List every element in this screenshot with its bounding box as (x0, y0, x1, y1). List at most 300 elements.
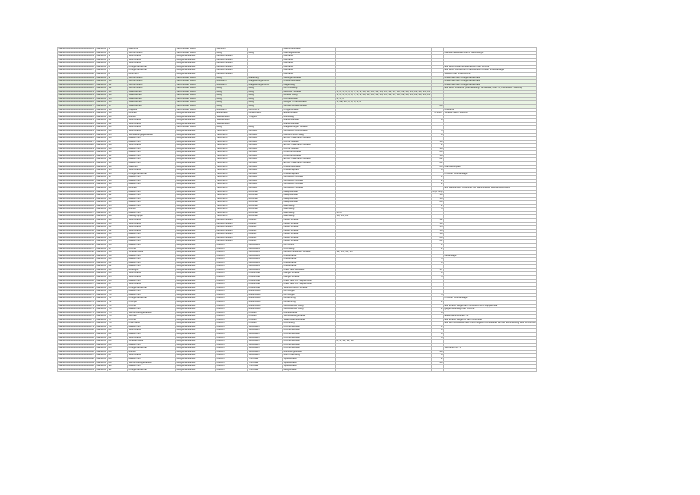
table-cell[interactable]: Burgenlandkreis (176, 297, 216, 301)
table-cell[interactable]: Hohenmölsen (216, 72, 248, 76)
table-cell[interactable]: DE4691 (96, 125, 106, 129)
table-cell[interactable]: 0.3667 (431, 112, 443, 116)
table-cell[interactable]: 25 b (336, 211, 432, 215)
table-cell[interactable]: Kriegerdenkmal (128, 69, 176, 73)
table-cell[interactable]: Muschwitz (248, 304, 283, 308)
table-cell[interactable]: Runthal (248, 201, 283, 205)
table-cell[interactable]: DE4691000000000000000035 (58, 168, 94, 172)
table-cell[interactable]: Gröben (248, 147, 283, 151)
table-cell[interactable]: Lützen (216, 268, 248, 272)
table-cell[interactable]: Fachwerkplan (444, 165, 537, 169)
table-cell[interactable]: DE4691 (96, 154, 106, 157)
table-cell[interactable]: DE4691000000000000000041 (58, 190, 94, 193)
table-cell[interactable]: 14 (431, 194, 443, 198)
table-cell[interactable]: Bauernhof (128, 147, 176, 151)
table-row[interactable] (58, 51, 537, 55)
table-cell[interactable]: 20 (108, 115, 128, 119)
table-cell[interactable]: 32 (108, 158, 128, 162)
table-cell[interactable]: Göthewitz (248, 258, 283, 262)
table-cell[interactable]: Wohnhaus (128, 226, 176, 230)
table-cell[interactable]: Burgenlandkreis (176, 226, 216, 230)
table-cell[interactable]: Bauernhof (128, 194, 176, 198)
table-cell[interactable]: Söhesten (248, 340, 283, 344)
table-cell[interactable]: Schulhof Nr. 1 (444, 347, 537, 351)
table-cell[interactable]: Burgenlandkreis (176, 122, 216, 126)
table-cell[interactable]: 82 (108, 336, 128, 340)
table-cell[interactable]: Burgenlandkreis (176, 112, 216, 116)
table-cell[interactable]: Marienstraße (283, 122, 336, 126)
table-cell[interactable]: auf dem Friedhof (Gemarkung: Schartau, Flur: 2, Flurstück: 102/28) (444, 87, 537, 91)
table-cell[interactable]: Mühlbergstraße (283, 350, 336, 354)
table-cell[interactable]: Gröben (248, 133, 283, 137)
table-cell[interactable]: DE4691 (96, 264, 106, 268)
table-cell[interactable]: Burgenlandkreis (176, 365, 216, 369)
table-cell[interactable]: Lützen (216, 311, 248, 315)
table-cell[interactable]: DE4691 (96, 225, 106, 229)
table-cell[interactable]: 6 (431, 336, 443, 340)
table-cell[interactable]: DE4691 (96, 275, 106, 278)
table-cell[interactable]: 40 (431, 350, 443, 354)
table-cell[interactable]: 11 (108, 83, 128, 87)
table-cell[interactable]: Neue Straße (283, 233, 336, 237)
table-cell[interactable]: 86 (108, 350, 128, 354)
table-cell[interactable]: Lützen (216, 276, 248, 280)
table-cell[interactable]: Hohenmölsen (216, 55, 248, 59)
table-cell[interactable]: Gröben (248, 186, 283, 190)
table-cell[interactable]: Bauernhof (128, 154, 176, 158)
table-cell[interactable]: 14 (108, 94, 128, 98)
table-cell[interactable]: Burgenlandkreis (176, 129, 216, 133)
table-cell[interactable]: Kreischau (248, 276, 283, 280)
table-cell[interactable]: DE4691000000000000000023 (58, 125, 94, 129)
table-cell[interactable]: Söhesten (248, 336, 283, 340)
table-cell[interactable]: DE4691000000000000000010 (58, 79, 94, 83)
table-cell[interactable]: Neue Straße (283, 222, 336, 226)
table-cell[interactable]: Keutitz (248, 222, 283, 226)
table-cell[interactable]: DE4691000000000000000008 (58, 72, 94, 75)
table-cell[interactable]: unterhalb der Kriegerdenkmals (444, 83, 537, 87)
table-cell[interactable]: 46 (108, 208, 128, 212)
table-cell[interactable]: DE4691 (96, 175, 106, 179)
table-cell[interactable]: Burgenlandkreis (176, 265, 216, 269)
table-cell[interactable]: Wohnhaus (128, 122, 176, 126)
table-cell[interactable]: Burgenlandkreis (176, 286, 216, 290)
table-cell[interactable]: Hohenmölsen (216, 233, 248, 237)
table-cell[interactable]: Burgenlandkreis (176, 204, 216, 208)
table-cell[interactable]: Runthal (248, 211, 283, 215)
table-cell[interactable]: Lange Straße (283, 276, 336, 280)
table-cell[interactable]: 10 (431, 140, 443, 144)
table-cell[interactable]: DE4691 (96, 147, 106, 150)
table-cell[interactable]: Wohnhaus (128, 219, 176, 223)
table-cell[interactable]: DE4691000000000000000054 (58, 236, 94, 239)
table-cell[interactable]: Burgenlandkreis (176, 276, 216, 280)
table-cell[interactable]: Schornstein (128, 83, 176, 87)
table-cell[interactable]: Bauernhof (128, 265, 176, 269)
table-cell[interactable]: Burgenlandkreis (176, 300, 216, 304)
table-cell[interactable]: DE4691000000000000000056 (58, 243, 94, 246)
table-cell[interactable]: Wirtschaftsgebäude (128, 361, 176, 365)
table-cell[interactable]: Burgenlandkreis (176, 368, 216, 372)
table-cell[interactable]: Lützen (216, 286, 248, 290)
table-cell[interactable]: Bauernhof (128, 197, 176, 201)
table-cell[interactable]: DE4691 (96, 364, 106, 368)
table-cell[interactable]: DE4691 (96, 161, 106, 164)
table-cell[interactable]: DE4691000000000000000017 (58, 104, 94, 107)
table-row[interactable] (58, 304, 537, 308)
table-cell[interactable]: Burgenlandkreis (176, 340, 216, 344)
table-cell[interactable]: Göthewitz (248, 261, 283, 265)
table-cell[interactable]: Burgenlandkreis (176, 293, 216, 297)
table-cell[interactable]: 20 (431, 151, 443, 155)
table-cell[interactable]: 80 (108, 329, 128, 333)
table-cell[interactable]: DE4691000000000000000006 (58, 65, 94, 68)
table-cell[interactable]: 21 (431, 162, 443, 166)
table-cell[interactable]: Lützen (216, 258, 248, 262)
table-cell[interactable]: 83 (108, 340, 128, 344)
table-cell[interactable]: DE4691 (96, 190, 106, 193)
table-cell[interactable]: Kriegerdenkmal (128, 347, 176, 351)
table-cell[interactable]: 13 (108, 90, 128, 94)
table-cell[interactable]: DE4691 (96, 193, 106, 197)
table-cell[interactable]: Burgenlandkreis (176, 222, 216, 226)
table-cell[interactable]: 49 (108, 219, 128, 223)
table-cell[interactable]: Keutitz (248, 240, 283, 244)
table-cell[interactable]: Friedensplatz (283, 172, 336, 176)
table-cell[interactable]: DE4691000000000000000047 (58, 211, 94, 214)
table-cell[interactable]: 59 (108, 254, 128, 258)
table-cell[interactable]: DE4691000000000000000071 (58, 296, 94, 300)
table-cell[interactable]: Burg (216, 97, 248, 101)
table-cell[interactable]: Bauernhof (128, 293, 176, 297)
table-cell[interactable]: Alfred-Fritze-Weg (283, 133, 336, 137)
table-cell[interactable]: DE4691 (96, 122, 106, 125)
table-cell[interactable]: 7 (108, 69, 128, 73)
table-cell[interactable]: Spielstraße (283, 357, 336, 361)
table-cell[interactable]: Göthewitzer Weg (283, 304, 336, 308)
table-cell[interactable]: Burger Triftenstraße (283, 101, 336, 105)
table-cell[interactable]: DE4691000000000000000049 (58, 218, 94, 221)
table-cell[interactable]: 28 (108, 144, 128, 148)
table-cell[interactable]: DE4691 (96, 108, 106, 111)
table-cell[interactable]: Burgenlandkreis (176, 361, 216, 365)
table-cell[interactable]: Kirschenstraße (283, 151, 336, 155)
table-cell[interactable]: DE4691 (96, 357, 106, 360)
table-cell[interactable]: DE4691 (96, 368, 106, 371)
table-cell[interactable]: DE4691 (96, 214, 106, 218)
table-cell[interactable]: DE4691 (96, 296, 106, 300)
table-cell[interactable]: Hofanlage (444, 254, 537, 258)
table-cell[interactable]: DE4691000000000000000043 (58, 197, 94, 200)
table-cell[interactable]: 70 (108, 293, 128, 297)
table-cell[interactable]: Bauernhof (128, 290, 176, 294)
table-cell[interactable]: Bauernhof (128, 204, 176, 208)
table-cell[interactable]: Jerichower Land (176, 94, 216, 98)
table-cell[interactable]: Lange Straße (283, 272, 336, 276)
table-cell[interactable]: 30 (108, 151, 128, 155)
table-cell[interactable]: DE4691000000000000000039 (58, 182, 94, 186)
table-cell[interactable]: 91 (108, 368, 128, 372)
table-cell[interactable]: Teuchern (216, 129, 248, 133)
table-cell[interactable]: Friedensplatz (283, 169, 336, 173)
table-cell[interactable]: DE4691000000000000000077 (58, 318, 94, 321)
table-cell[interactable]: DE4691000000000000000050 (58, 222, 94, 225)
table-cell[interactable]: 8 (108, 72, 128, 76)
table-cell[interactable]: gegenüberliegt der Kirche (444, 308, 537, 312)
table-cell[interactable]: DE4691 (96, 211, 106, 214)
table-cell[interactable]: DE4691 (96, 218, 106, 221)
table-cell[interactable]: DE4691000000000000000060 (58, 257, 94, 261)
table-cell[interactable]: DE4691000000000000000003 (58, 54, 94, 58)
table-row[interactable] (58, 186, 537, 190)
table-cell[interactable]: Gröbener Winkel (283, 176, 336, 180)
table-cell[interactable]: Lindenring (283, 297, 336, 301)
table-cell[interactable]: 1 (431, 176, 443, 180)
table-cell[interactable]: Burgenlandkreis (176, 165, 216, 169)
table-cell[interactable]: 40 (108, 186, 128, 190)
table-cell[interactable]: Burgenlandkreis (176, 329, 216, 333)
table-cell[interactable]: Bauernhof (128, 183, 176, 187)
table-cell[interactable]: Weißenfels (216, 122, 248, 126)
table-cell[interactable]: Hohenmölsen (216, 219, 248, 223)
table-cell[interactable]: in einer Grünanlage (444, 297, 537, 301)
table-cell[interactable]: DE4691 (96, 239, 106, 243)
table-cell[interactable]: 1 (431, 243, 443, 247)
table-cell[interactable]: Burgenlandkreis (176, 215, 216, 219)
table-cell[interactable]: 9 (D 5/4) (432, 190, 443, 193)
table-cell[interactable]: Wohnhaus (128, 336, 176, 340)
table-cell[interactable]: 67 (108, 283, 128, 287)
table-cell[interactable]: 16 (431, 197, 443, 201)
table-cell[interactable]: Bauernhof (128, 158, 176, 162)
table-cell[interactable]: Weißenfels (216, 115, 248, 119)
table-cell[interactable]: Teuchern (216, 133, 248, 137)
table-cell[interactable]: DE4691 (96, 350, 106, 353)
table-cell[interactable]: Wurfschützer Straße (283, 286, 336, 290)
table-cell[interactable]: 9 (108, 76, 128, 80)
table-cell[interactable]: 45 (108, 204, 128, 208)
table-cell[interactable]: Keutitz (248, 219, 283, 223)
table-cell[interactable]: 15 (108, 97, 128, 101)
table-cell[interactable]: Burg (248, 101, 283, 105)
table-cell[interactable]: Möckern (216, 83, 248, 87)
table-cell[interactable]: Wohnhaus (128, 276, 176, 280)
table-cell[interactable]: Ernst-Thälmann-Straße (283, 158, 336, 162)
table-cell[interactable]: Neue Straße (283, 226, 336, 230)
table-cell[interactable]: 33 (108, 162, 128, 166)
table-cell[interactable]: DE4691000000000000000073 (58, 304, 94, 307)
table-cell[interactable]: 5 (431, 129, 443, 133)
table-cell[interactable]: Wohnhaus (128, 354, 176, 358)
table-cell[interactable]: Burgenlandkreis (176, 311, 216, 315)
table-cell[interactable]: Kirchberg (283, 322, 336, 326)
table-cell[interactable]: Burgenlandkreis (176, 336, 216, 340)
table-cell[interactable]: 29 (108, 147, 128, 151)
table-cell[interactable]: DE4691000000000000000091 (58, 368, 94, 371)
table-cell[interactable]: Burgenlandkreis (176, 304, 216, 308)
table-cell[interactable]: DE4691000000000000000051 (58, 225, 94, 229)
table-cell[interactable]: DE4691000000000000000085 (58, 346, 94, 350)
table-cell[interactable]: 25 (108, 133, 128, 137)
table-cell[interactable]: Burgenlandkreis (176, 322, 216, 326)
table-cell[interactable]: DE4691000000000000000005 (58, 61, 94, 65)
table-row[interactable] (58, 368, 537, 372)
table-cell[interactable]: DE4691 (96, 325, 106, 328)
table-cell[interactable]: DE4691000000000000000019 (58, 111, 94, 115)
table-cell[interactable]: Teuchern (216, 194, 248, 198)
table-cell[interactable]: Gröbener Winkel (283, 179, 336, 183)
table-cell[interactable]: am westlichen Ortsrand zur Bahntrasse Weißenfels-Zeitz (444, 186, 537, 190)
table-cell[interactable]: DE4691000000000000000032 (58, 157, 94, 161)
table-cell[interactable]: Burgenlandkreis (176, 133, 216, 137)
table-cell[interactable]: DE4691000000000000000074 (58, 307, 94, 311)
table-cell[interactable]: 4 (431, 261, 443, 265)
table-cell[interactable]: DE4691000000000000000064 (58, 271, 94, 275)
table-cell[interactable]: Brücke (128, 186, 176, 190)
table-cell[interactable]: Kirchenstraße (283, 343, 336, 347)
table-cell[interactable]: DE4691 (96, 328, 106, 332)
table-cell[interactable]: DE4691000000000000000068 (58, 286, 94, 289)
table-cell[interactable]: Teuchern (216, 140, 248, 144)
table-cell[interactable]: Gröben (248, 129, 283, 133)
table-cell[interactable]: Burg (216, 51, 248, 55)
table-cell[interactable]: Burgenlandkreis (176, 58, 216, 62)
table-cell[interactable]: DE4691000000000000000011 (58, 83, 94, 86)
table-cell[interactable]: Gröben (248, 144, 283, 148)
table-cell[interactable]: Bauernhof (128, 190, 176, 194)
table-cell[interactable]: DE4691000000000000000062 (58, 264, 94, 268)
table-cell[interactable]: 26 (108, 137, 128, 141)
table-cell[interactable]: Wohnhaus (128, 55, 176, 59)
table-cell[interactable]: 20 (431, 105, 443, 109)
table-cell[interactable]: DE4691 (96, 243, 106, 246)
table-cell[interactable]: Lützen (216, 325, 248, 329)
table-cell[interactable]: 20 (431, 165, 443, 169)
table-cell[interactable]: Jerichower Land (176, 51, 216, 55)
table-cell[interactable]: Lägerweg (283, 83, 336, 87)
table-cell[interactable]: Parkstraße (283, 265, 336, 269)
table-cell[interactable]: Draschwitz (248, 112, 283, 116)
table-cell[interactable]: Pobles (248, 322, 283, 326)
table-cell[interactable]: Magdeburgerforth (248, 83, 283, 87)
table-cell[interactable]: DE4691 (96, 293, 106, 296)
table-cell[interactable]: 21 (108, 119, 128, 123)
table-cell[interactable]: Parkstraße (283, 258, 336, 262)
table-cell[interactable]: DE4691 (96, 86, 106, 90)
table-cell[interactable]: Teuchern (216, 186, 248, 190)
table-cell[interactable]: Bauernhof (128, 325, 176, 329)
table-cell[interactable]: Schlossbergstraße (283, 315, 336, 319)
table-cell[interactable]: DE4691 (96, 200, 106, 204)
table-cell[interactable]: Lützen (216, 329, 248, 333)
table-cell[interactable]: Burg (248, 105, 283, 109)
table-cell[interactable]: Muschwitz (248, 293, 283, 297)
table-cell[interactable]: Bauernhof (128, 179, 176, 183)
table-cell[interactable]: 65 (108, 276, 128, 280)
table-cell[interactable]: Teuchern (216, 197, 248, 201)
table-cell[interactable]: Kriegerdenkmal (128, 297, 176, 301)
table-cell[interactable]: DE4691000000000000000067 (58, 282, 94, 286)
table-cell[interactable]: Gröben (248, 154, 283, 158)
table-cell[interactable]: Schule (128, 315, 176, 319)
table-cell[interactable]: Hohenmölsen (216, 222, 248, 226)
table-cell[interactable]: Wohnhaus (128, 58, 176, 62)
table-cell[interactable]: Burgenlandkreis (176, 272, 216, 276)
table-cell[interactable]: Jerichower Land (176, 105, 216, 109)
table-cell[interactable]: Burgenlandkreis (176, 233, 216, 237)
table-cell[interactable]: Burg (216, 90, 248, 94)
table-cell[interactable]: Friedhof (444, 108, 537, 112)
table-cell[interactable]: Jerichower Land (176, 83, 216, 87)
table-cell[interactable]: Wohnhaus (128, 229, 176, 233)
table-cell[interactable]: Am Flutweg (283, 87, 336, 91)
table-cell[interactable]: 79 (108, 325, 128, 329)
table-cell[interactable]: Burgenlandkreis (176, 279, 216, 283)
table-cell[interactable]: 47 (108, 211, 128, 215)
table-cell[interactable]: DE4691000000000000000055 (58, 239, 94, 243)
table-cell[interactable]: Jerichower Land (176, 87, 216, 91)
table-cell[interactable]: Keutitz (248, 236, 283, 240)
table-cell[interactable]: Söhesten (248, 347, 283, 351)
table-cell[interactable]: 75 (108, 311, 128, 315)
table-cell[interactable]: Burg (216, 126, 248, 130)
table-cell[interactable]: Teuchern (216, 204, 248, 208)
table-cell[interactable]: Kirche (128, 304, 176, 308)
table-cell[interactable]: Lützen (216, 279, 248, 283)
table-row[interactable] (58, 172, 537, 176)
table-cell[interactable]: Teuchern (216, 208, 248, 212)
table-cell[interactable]: Mühle (128, 208, 176, 212)
table-cell[interactable]: Spielstraße (283, 361, 336, 365)
table-cell[interactable]: Burgenlandkreis (176, 140, 216, 144)
table-cell[interactable]: 1 (108, 48, 128, 52)
table-cell[interactable]: DE4691 (96, 111, 106, 115)
table-cell[interactable]: Hohenmölsen (216, 236, 248, 240)
table-cell[interactable]: 2 (431, 183, 443, 187)
table-cell[interactable]: Marienstraße (283, 119, 336, 123)
table-cell[interactable]: südlich der Pfarrkirche (444, 72, 537, 76)
table-cell[interactable]: Schornstein (128, 76, 176, 80)
table-cell[interactable]: Wohnhaus (128, 62, 176, 66)
table-cell[interactable]: Burgenlandkreis (176, 194, 216, 198)
table-cell[interactable]: Kirchenstraße (283, 336, 336, 340)
table-cell[interactable]: Söhesten (248, 333, 283, 337)
table-cell[interactable]: Altmarkt (283, 65, 336, 69)
table-cell[interactable]: 41 (108, 190, 128, 194)
table-cell[interactable]: DE4691 (96, 104, 106, 107)
table-cell[interactable]: Straße nach Söllnitz (444, 112, 537, 116)
table-cell[interactable]: Burg (216, 105, 248, 109)
table-cell[interactable]: Kurze Gasse (283, 140, 336, 144)
table-cell[interactable]: Neue Straße (283, 240, 336, 244)
table-cell[interactable]: 18, 19, 20 (336, 215, 432, 219)
table-cell[interactable]: Bauernhof (128, 308, 176, 312)
table-cell[interactable]: Wohnhaus (128, 283, 176, 287)
table-cell[interactable]: Burgenlandkreis (176, 325, 216, 329)
table-cell[interactable]: Teuchern (216, 137, 248, 141)
table-cell[interactable]: Teuchern (216, 147, 248, 151)
table-cell[interactable]: Bauernhof (128, 233, 176, 237)
table-cell[interactable]: Gröbener Dorfstraße (283, 129, 336, 133)
table-cell[interactable]: Burg (216, 94, 248, 98)
table-cell[interactable]: 38 (431, 147, 443, 151)
table-cell[interactable]: Thronau (248, 361, 283, 365)
table-cell[interactable]: DE4691000000000000000045 (58, 204, 94, 207)
table-cell[interactable]: DE4691 (96, 115, 106, 118)
table-cell[interactable]: 34 (108, 165, 128, 169)
table-cell[interactable]: 60 (108, 258, 128, 262)
table-cell[interactable]: Wohnhaus (128, 272, 176, 276)
